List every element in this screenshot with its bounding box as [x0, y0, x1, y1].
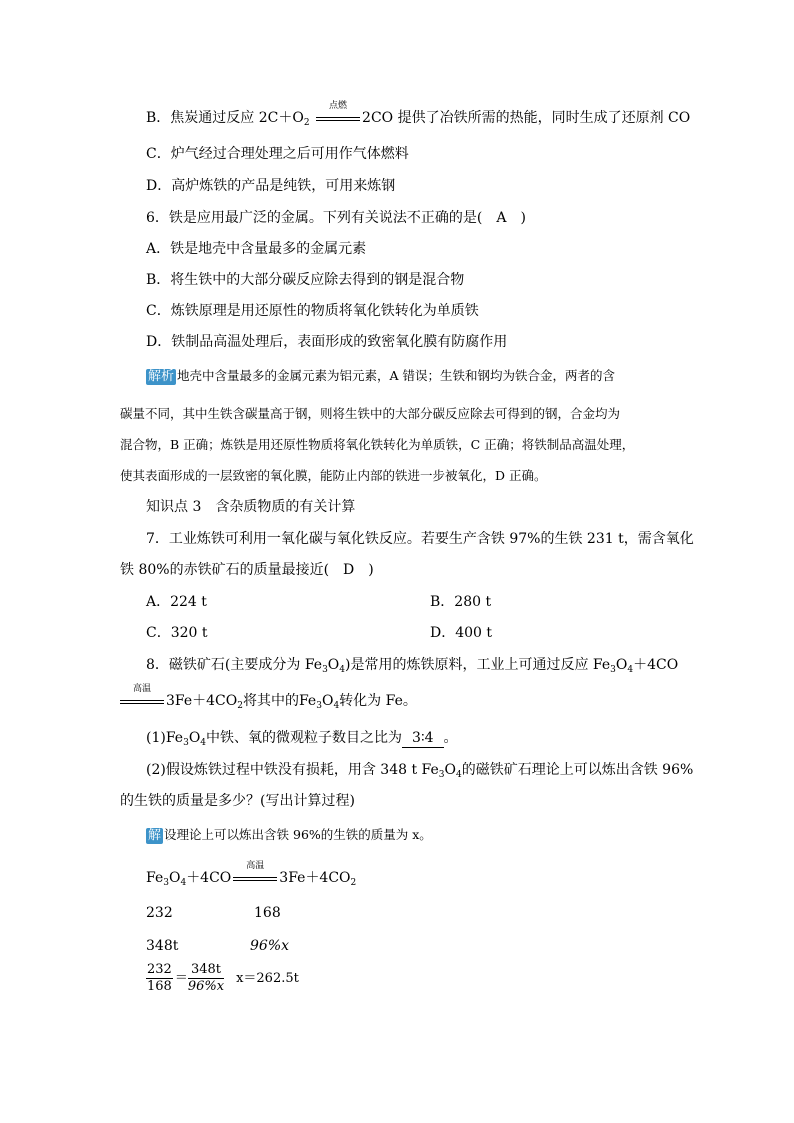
o2-subscript: 2 — [303, 118, 310, 128]
q6-option-a: A．铁是地壳中含量最多的金属元素 — [146, 241, 367, 257]
solution-badge: 解 — [148, 828, 162, 843]
q7-option-b: B．280 t — [430, 594, 492, 610]
numerator: 232 — [147, 962, 172, 977]
denominator: 96%x — [187, 979, 225, 994]
q8-text: )是常用的炼铁原料，工业上可通过反应 Fe — [345, 657, 611, 673]
q8-text: O — [327, 657, 340, 673]
section-heading: 知识点 3 含杂质物质的有关计算 — [146, 499, 356, 515]
q8-text: O — [188, 730, 201, 746]
condition-label: 点燃 — [329, 101, 348, 111]
reaction-condition-arrow — [233, 861, 277, 885]
q5-option-c: C．炉气经过合理处理之后可用作气体燃料 — [146, 146, 409, 162]
q7-option-a: A．224 t — [146, 594, 207, 610]
analysis-badge: 解析 — [148, 369, 175, 384]
eq-text: O — [168, 870, 181, 886]
subscript: 4 — [627, 665, 634, 675]
subscript: 3 — [183, 738, 189, 748]
condition-label: 高温 — [132, 684, 151, 694]
analysis-text-1: 地壳中含量最多的金属元素为铝元素，A 错误；生铁和钢均为铁合金，两者的含 — [177, 368, 616, 383]
reaction-condition-arrow — [120, 684, 164, 708]
q7-option-c: C．320 t — [146, 625, 208, 641]
solution-intro-text: 设理论上可以炼出含铁 96%的生铁的质量为 x。 — [164, 827, 432, 842]
subscript: 3 — [610, 665, 616, 675]
eq-text: ＋4CO — [186, 870, 232, 886]
proportion-equation — [146, 962, 299, 995]
subscript: 4 — [333, 701, 340, 711]
q6-option-c: C．炼铁原理是用还原性的物质将氧化铁转化为单质铁 — [146, 303, 479, 319]
ratio-row-2-left: 348t — [146, 938, 179, 954]
subscript: 4 — [339, 665, 346, 675]
subscript: 3 — [438, 770, 445, 780]
analysis-line-1 — [146, 367, 615, 385]
q8-text: ＋4CO — [633, 657, 679, 673]
equals-sign: ＝ — [174, 970, 188, 986]
eq-text: Fe — [146, 870, 164, 886]
q8-text: 转化为 Fe。 — [339, 693, 417, 709]
eq-text: 3Fe＋4CO — [279, 870, 351, 886]
q6-option-b: B．将生铁中的大部分碳反应除去得到的钢是混合物 — [146, 272, 465, 288]
q8-text: (1)Fe — [146, 730, 184, 746]
q7-stem-line-1: 7．工业炼铁可利用一氧化碳与氧化铁反应。若要生产含铁 97%的生铁 231 t，需含氧化 — [146, 531, 694, 547]
subscript: 3 — [322, 665, 328, 675]
ratio-row-1-right: 168 — [254, 905, 281, 921]
q8-text: 将其中的Fe — [242, 693, 317, 709]
analysis-line-2: 碳量不同，其中生铁含碳量高于钢，则将生铁中的大部分碳反应除去可得到的钢，合金均为 — [120, 406, 621, 421]
answer-blank: 3∶4 — [402, 729, 443, 748]
q5-b-post: 2CO 提供了冶铁所需的热能，同时生成了还原剂 CO — [362, 110, 691, 126]
q8-stem-line-2 — [120, 684, 417, 711]
condition-label: 高温 — [246, 861, 265, 871]
q8-text: O — [321, 693, 334, 709]
solution-intro — [146, 826, 432, 844]
ratio-row-1-left: 232 — [146, 905, 173, 921]
q8-text: (2)假设炼铁过程中铁没有损耗，用含 348 t Fe — [146, 762, 439, 778]
subscript: 4 — [200, 738, 207, 748]
q8-text: O — [444, 762, 456, 778]
q8-stem-line-1 — [146, 656, 678, 674]
q5-option-b — [146, 101, 691, 128]
result-value: x＝262.5t — [236, 970, 299, 986]
reaction-condition-arrow — [316, 101, 360, 125]
q8-part-2-line-1 — [146, 761, 693, 779]
q5-b-pre: B．焦炭通过反应 2C＋O — [146, 110, 304, 126]
subscript: 4 — [455, 770, 462, 780]
q8-part-1 — [146, 729, 458, 748]
subscript: 2 — [350, 878, 357, 888]
q8-text: 8．磁铁矿石(主要成分为 Fe — [146, 657, 323, 673]
subscript: 3 — [163, 878, 169, 888]
fraction-right — [188, 962, 224, 995]
q5-option-d: D．高炉炼铁的产品是纯铁，可用来炼钢 — [146, 178, 396, 194]
q8-text: 的磁铁矿石理论上可以炼出含铁 96% — [461, 762, 694, 778]
q8-text: O — [615, 657, 628, 673]
q8-text: 3Fe＋4CO — [166, 693, 238, 709]
q8-text: 。 — [443, 730, 458, 746]
solution-equation — [146, 861, 357, 888]
q7-stem-line-2: 铁 80%的赤铁矿石的质量最接近( D ) — [120, 562, 374, 578]
analysis-line-3: 混合物，B 正确；炼铁是用还原性物质将氧化铁转化为单质铁，C 正确；将铁制品高温处理， — [120, 437, 635, 452]
subscript: 4 — [180, 878, 187, 888]
q8-part-2-line-2: 的生铁的质量是多少？(写出计算过程) — [120, 793, 355, 809]
subscript: 2 — [237, 701, 243, 711]
q8-text: 中铁、氧的微观粒子数目之比为 — [206, 730, 403, 746]
denominator: 168 — [147, 979, 172, 994]
q7-option-d: D．400 t — [430, 625, 493, 641]
q6-option-d: D．铁制品高温处理后，表面形成的致密氧化膜有防腐作用 — [146, 334, 508, 350]
fraction-left — [146, 962, 173, 995]
subscript: 3 — [316, 701, 322, 711]
numerator: 348t — [188, 962, 224, 979]
analysis-line-4: 使其表面形成的一层致密的氧化膜，能防止内部的铁进一步被氧化，D 正确。 — [120, 468, 547, 483]
ratio-row-2-right: 96%x — [250, 938, 290, 954]
q6-stem: 6．铁是应用最广泛的金属。下列有关说法不正确的是( A ) — [146, 210, 526, 226]
